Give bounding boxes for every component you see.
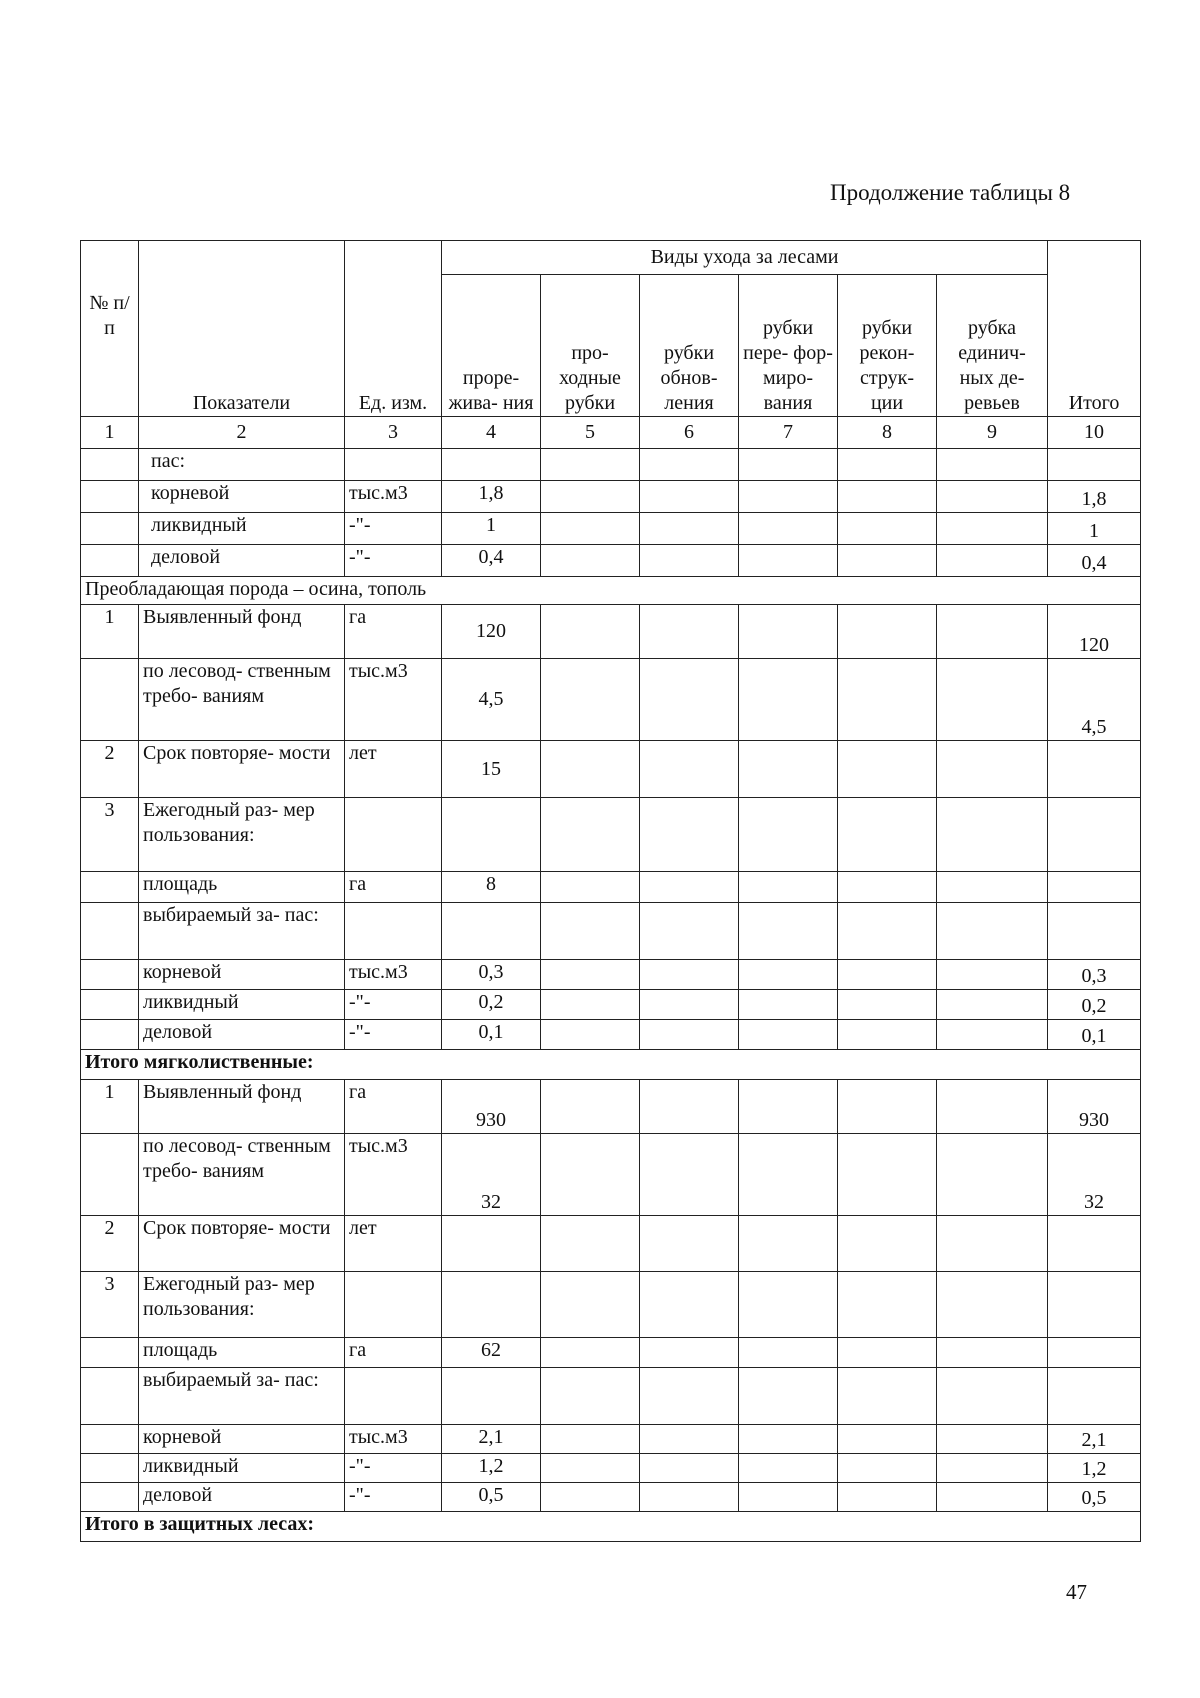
unit-cell: -"- bbox=[345, 990, 442, 1020]
table-row bbox=[81, 741, 1141, 798]
unit-cell: -"- bbox=[345, 545, 442, 577]
total-cell: 1 bbox=[1048, 513, 1141, 545]
section-title: Преобладающая порода – осина, тополь bbox=[81, 577, 1141, 605]
table-row bbox=[81, 1338, 1141, 1368]
table-row bbox=[81, 449, 1141, 481]
unit-cell: тыс.м3 bbox=[345, 960, 442, 990]
total-cell: 0,2 bbox=[1048, 990, 1141, 1020]
unit-cell: тыс.м3 bbox=[345, 481, 442, 513]
table-row bbox=[81, 960, 1141, 990]
row-label: ликвидный bbox=[139, 1454, 345, 1483]
unit-cell: лет bbox=[345, 1216, 442, 1272]
row-label: выбираемый за- пас: bbox=[139, 1368, 345, 1425]
row-number: 2 bbox=[81, 741, 139, 798]
row-number: 1 bbox=[81, 1080, 139, 1134]
value-cell: 0,4 bbox=[442, 545, 541, 577]
col-number: 2 bbox=[139, 417, 345, 449]
header-num: № п/п bbox=[81, 241, 139, 417]
value-cell: 120 bbox=[442, 605, 541, 659]
total-cell: 0,5 bbox=[1048, 1483, 1141, 1512]
table-row bbox=[81, 1080, 1141, 1134]
unit-cell: тыс.м3 bbox=[345, 1134, 442, 1216]
section-title: Итого в защитных лесах: bbox=[81, 1512, 1141, 1542]
row-label: Выявленный фонд bbox=[139, 1080, 345, 1134]
total-cell: 0,4 bbox=[1048, 545, 1141, 577]
col-number: 5 bbox=[541, 417, 640, 449]
table-row bbox=[81, 659, 1141, 741]
row-number: 3 bbox=[81, 1272, 139, 1338]
value-cell: 1,2 bbox=[442, 1454, 541, 1483]
header-unit: Ед. изм. bbox=[345, 241, 442, 417]
unit-cell: тыс.м3 bbox=[345, 659, 442, 741]
unit-cell: га bbox=[345, 605, 442, 659]
total-cell: 4,5 bbox=[1048, 659, 1141, 741]
total-cell: 1,2 bbox=[1048, 1454, 1141, 1483]
table-row bbox=[81, 872, 1141, 903]
row-label: ликвидный bbox=[139, 513, 345, 545]
row-label: Ежегодный раз- мер пользования: bbox=[139, 1272, 345, 1338]
row-number: 3 bbox=[81, 798, 139, 872]
header-col9: рубка единич- ных де- ревьев bbox=[937, 275, 1048, 417]
total-cell: 120 bbox=[1048, 605, 1141, 659]
row-number: 2 bbox=[81, 1216, 139, 1272]
unit-cell: -"- bbox=[345, 513, 442, 545]
table-row bbox=[81, 903, 1141, 960]
value-cell: 1,8 bbox=[442, 481, 541, 513]
table-row bbox=[81, 605, 1141, 659]
row-number: 1 bbox=[81, 605, 139, 659]
total-cell: 1,8 bbox=[1048, 481, 1141, 513]
unit-cell: лет bbox=[345, 741, 442, 798]
table-row bbox=[81, 1368, 1141, 1425]
header-col4: проре- жива- ния bbox=[442, 275, 541, 417]
total-cell: 2,1 bbox=[1048, 1425, 1141, 1454]
section-title: Итого мягколиственные: bbox=[81, 1050, 1141, 1080]
unit-cell: га bbox=[345, 1080, 442, 1134]
unit-cell: га bbox=[345, 872, 442, 903]
row-label: пас: bbox=[139, 449, 345, 481]
table-row bbox=[81, 1020, 1141, 1050]
row-label: деловой bbox=[139, 1483, 345, 1512]
header-col7: рубки пере- фор- миро- вания bbox=[739, 275, 838, 417]
value-cell: 0,2 bbox=[442, 990, 541, 1020]
table-row bbox=[81, 1454, 1141, 1483]
row-label: корневой bbox=[139, 1425, 345, 1454]
row-label: Выявленный фонд bbox=[139, 605, 345, 659]
table-row bbox=[81, 1134, 1141, 1216]
total-cell: 32 bbox=[1048, 1134, 1141, 1216]
col-number: 1 bbox=[81, 417, 139, 449]
value-cell: 62 bbox=[442, 1338, 541, 1368]
unit-cell: -"- bbox=[345, 1020, 442, 1050]
value-cell: 930 bbox=[442, 1080, 541, 1134]
page-number: 47 bbox=[1066, 1580, 1087, 1604]
col-number: 3 bbox=[345, 417, 442, 449]
row-label: ликвидный bbox=[139, 990, 345, 1020]
table-row bbox=[81, 990, 1141, 1020]
table-row bbox=[81, 545, 1141, 577]
column-number-row bbox=[81, 417, 1141, 449]
row-label: площадь bbox=[139, 1338, 345, 1368]
unit-cell: -"- bbox=[345, 1483, 442, 1512]
row-label: площадь bbox=[139, 872, 345, 903]
header-group: Виды ухода за лесами bbox=[442, 241, 1048, 275]
col-number: 10 bbox=[1048, 417, 1141, 449]
header-col5: про- ходные рубки bbox=[541, 275, 640, 417]
unit-cell: тыс.м3 bbox=[345, 1425, 442, 1454]
col-number: 8 bbox=[838, 417, 937, 449]
forest-care-table bbox=[80, 240, 1141, 1542]
value-cell: 8 bbox=[442, 872, 541, 903]
col-number: 6 bbox=[640, 417, 739, 449]
header-col8: рубки рекон- струк- ции bbox=[838, 275, 937, 417]
value-cell: 32 bbox=[442, 1134, 541, 1216]
value-cell: 15 bbox=[442, 741, 541, 798]
total-cell: 930 bbox=[1048, 1080, 1141, 1134]
table-caption: Продолжение таблицы 8 bbox=[830, 180, 1071, 205]
col-number: 7 bbox=[739, 417, 838, 449]
row-label: деловой bbox=[139, 1020, 345, 1050]
unit-cell: га bbox=[345, 1338, 442, 1368]
table-row bbox=[81, 1216, 1141, 1272]
row-label: по лесовод- ственным требо- ваниям bbox=[139, 659, 345, 741]
table-row bbox=[81, 1272, 1141, 1338]
header-col6: рубки обнов- ления bbox=[640, 275, 739, 417]
value-cell: 0,1 bbox=[442, 1020, 541, 1050]
value-cell: 1 bbox=[442, 513, 541, 545]
table-row bbox=[81, 481, 1141, 513]
row-label: по лесовод- ственным требо- ваниям bbox=[139, 1134, 345, 1216]
col-number: 9 bbox=[937, 417, 1048, 449]
header-indicator: Показатели bbox=[139, 241, 345, 417]
table-row bbox=[81, 1425, 1141, 1454]
row-label: выбираемый за- пас: bbox=[139, 903, 345, 960]
total-cell: 0,1 bbox=[1048, 1020, 1141, 1050]
row-label: Срок повторяе- мости bbox=[139, 1216, 345, 1272]
total-cell: 0,3 bbox=[1048, 960, 1141, 990]
col-number: 4 bbox=[442, 417, 541, 449]
table-row bbox=[81, 513, 1141, 545]
value-cell: 4,5 bbox=[442, 659, 541, 741]
table-row bbox=[81, 1483, 1141, 1512]
row-label: Срок повторяе- мости bbox=[139, 741, 345, 798]
value-cell: 2,1 bbox=[442, 1425, 541, 1454]
value-cell: 0,5 bbox=[442, 1483, 541, 1512]
row-label: корневой bbox=[139, 960, 345, 990]
table-row bbox=[81, 798, 1141, 872]
row-label: деловой bbox=[139, 545, 345, 577]
row-label: Ежегодный раз- мер пользования: bbox=[139, 798, 345, 872]
unit-cell: -"- bbox=[345, 1454, 442, 1483]
header-total: Итого bbox=[1048, 241, 1141, 417]
row-label: корневой bbox=[139, 481, 345, 513]
value-cell: 0,3 bbox=[442, 960, 541, 990]
